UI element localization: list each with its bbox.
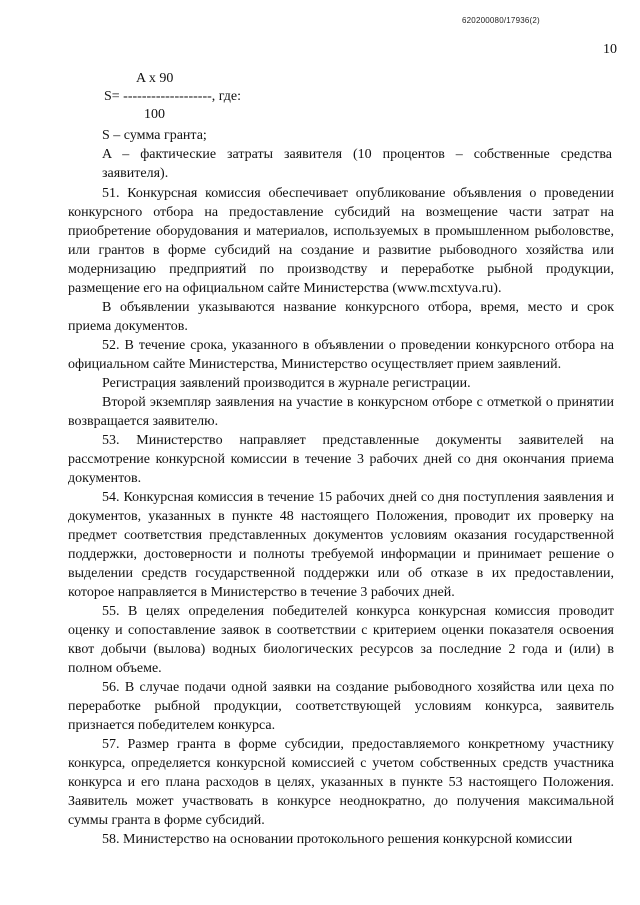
paragraph-58: 58. Министерство на основании протокольного решения конкурсной комиссии <box>102 832 573 847</box>
document-id: 620200080/17936(2) <box>462 16 540 25</box>
paragraph-55: 55. В целях определения победителей конкурса конкурсная комиссия проводит оценку и сопоставление заявок в соответствии с критерием оценки показателя освоения квот добычи (вылова) водных биологических ресурсов за последние 2 года и (или) в полном объеме. <box>68 604 614 676</box>
paragraph-52: 52. В течение срока, указанного в объявлении о проведении конкурсного отбора на официальном сайте Министерства, Министерство осуществляет прием заявлений. <box>68 338 614 372</box>
formula-denominator: 100 <box>144 107 165 122</box>
paragraph-56: 56. В случае подачи одной заявки на создание рыбоводного хозяйства или цеха по переработке рыбной продукции, соответствующей условиям конкурса, заявитель признается победителем конкурса. <box>68 680 614 733</box>
paragraph-registration: Регистрация заявлений производится в журнале регистрации. <box>102 376 471 391</box>
formula-definitions <box>102 126 612 183</box>
page-number: 10 <box>603 42 617 57</box>
definition-a: A – фактические затраты заявителя (10 процентов – собственные средства заявителя). <box>102 147 612 181</box>
formula-main-line: S= -------------------, где: <box>104 89 242 104</box>
paragraph-announcement: В объявлении указываются название конкурсного отбора, время, место и срок приема документов. <box>68 300 614 334</box>
definition-s: S – сумма гранта; <box>102 128 207 143</box>
paragraph-51: 51. Конкурсная комиссия обеспечивает опубликование объявления о проведении конкурсного отбора на предоставление субсидий на возмещение части затрат на приобретение оборудования и материалов, используемых в промышленном рыболовстве, или грантов в форме субсидий на создание и развитие рыбоводного хозяйства или модернизацию предприятий по производству и переработке рыбной продукции, размещение его на официальном сайте Министерства (www.mcxtyva.ru). <box>68 186 614 296</box>
paragraph-53: 53. Министерство направляет представленные документы заявителей на рассмотрение конкурсной комиссии в течение 3 рабочих дней со дня окончания приема документов. <box>68 433 614 486</box>
paragraph-54: 54. Конкурсная комиссия в течение 15 рабочих дней со дня поступления заявления и документов, указанных в пункте 48 настоящего Положения, проводит их проверку на предмет соответствия представленных документов условиям оказания государственной поддержки, достоверности и полноты требуемой информации и принимает решение о выделении средств государственной поддержки или об отказе в их предоставлении, которое направляется в Министерство в течение 3 рабочих дней. <box>68 490 614 600</box>
document-body <box>68 184 614 849</box>
formula-numerator: A x 90 <box>136 71 174 86</box>
paragraph-57: 57. Размер гранта в форме субсидии, предоставляемого конкретному участнику конкурса, определяется конкурсной комиссией с учетом собственных средств участника конкурса и его плана расходов в целях, указанных в пункте 53 настоящего Положения. Заявитель может участвовать в конкурсе неоднократно, до получения максимальной суммы гранта в форме субсидий. <box>68 737 614 828</box>
paragraph-second-copy: Второй экземпляр заявления на участие в конкурсном отборе с отметкой о принятии возвращается заявителю. <box>68 395 614 429</box>
